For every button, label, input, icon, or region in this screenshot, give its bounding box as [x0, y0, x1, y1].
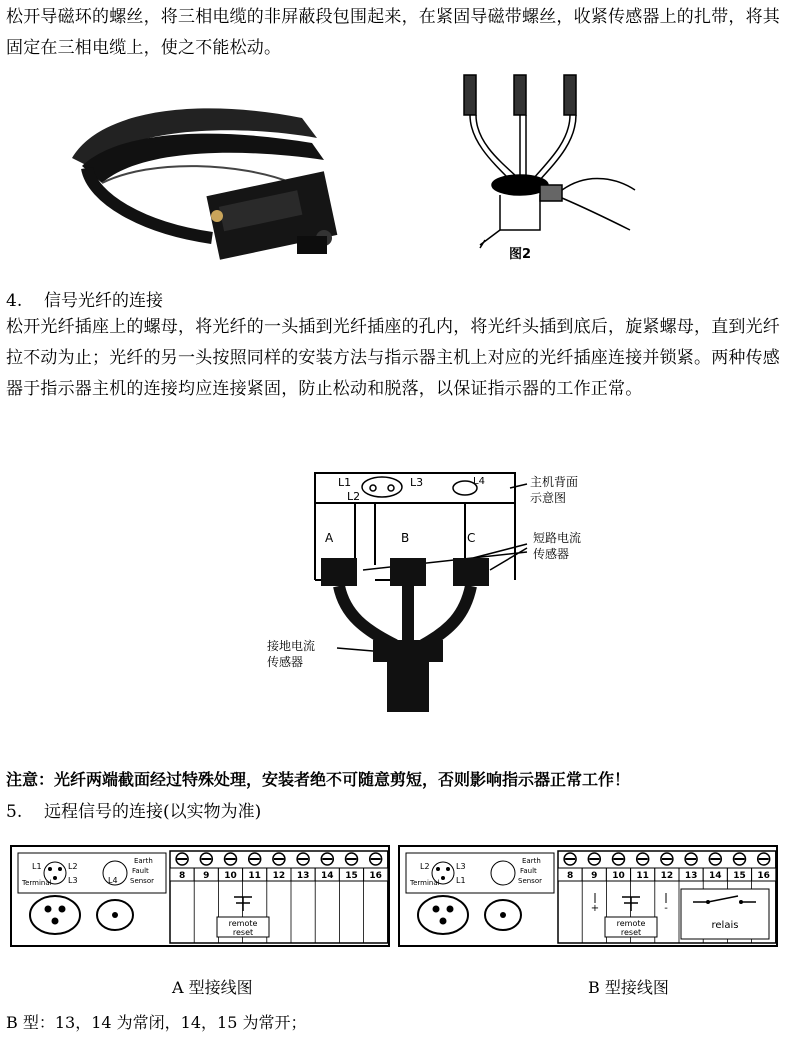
b-type-description: B 型：13，14 为常闭，14，15 为常开；: [6, 1013, 307, 1032]
a-label-l3: L3: [68, 876, 78, 885]
sensor-a: [321, 558, 357, 586]
b-terminal-number: 8: [566, 871, 574, 881]
b-reset-label: reset: [620, 928, 642, 937]
a-label-terminal: Terminal: [22, 879, 52, 887]
section4-title: 信号光纤的连接: [44, 291, 163, 311]
b-minus-sign: -: [664, 903, 668, 914]
b-terminal-screw-icon: [758, 853, 770, 865]
a-terminal-screw-icon: [200, 853, 212, 865]
b-label-terminal: Terminal: [410, 879, 440, 887]
a-terminal-screw-icon: [249, 853, 261, 865]
sensor-photo: [62, 88, 352, 268]
a-terminal-number: 8: [178, 871, 186, 881]
a-label-fault: Fault: [132, 867, 149, 875]
b-terminal-screw-icon: [734, 853, 746, 865]
ground-label-1: 接地电流: [267, 639, 316, 653]
a-terminal-screw-icon: [176, 853, 188, 865]
b-terminal-number: 15: [733, 871, 746, 881]
b-label-sensor: Sensor: [518, 877, 542, 885]
a-label-l2: L2: [68, 862, 78, 871]
ground-sensor: [373, 640, 443, 662]
wiring-diagram-b: [398, 845, 778, 947]
b-label-earth: Earth: [522, 857, 541, 865]
a-terminal-screw-icon: [273, 853, 285, 865]
a-terminal-number: 10: [224, 871, 237, 881]
sensor-c: [453, 558, 489, 586]
figure2-label: 图2: [508, 247, 532, 262]
b-terminal-number: 12: [660, 871, 674, 881]
caption-b: B 型接线图: [588, 978, 669, 997]
a-terminal-number: 13: [296, 871, 310, 881]
a-label-l4: L4: [108, 876, 118, 885]
short-label-2: 传感器: [533, 547, 570, 561]
port-l4: L4: [473, 476, 485, 487]
section4-heading: [6, 286, 163, 311]
a-terminal-number: 11: [248, 871, 261, 881]
b-terminal-screw-icon: [564, 853, 576, 865]
section5-number: 5.: [6, 802, 23, 822]
section5-title: 远程信号的连接(以实物为准): [44, 802, 262, 822]
b-remote-label: remote: [616, 919, 646, 928]
b-terminal-screw-icon: [661, 853, 673, 865]
cable-installation-figure: [440, 70, 650, 270]
b-label-fault: Fault: [520, 867, 537, 875]
port-l3: L3: [410, 476, 424, 489]
fiber-connection-diagram: [255, 470, 615, 715]
b-terminal-screw-icon: [588, 853, 600, 865]
b-terminal-number: 16: [757, 871, 770, 881]
b-label-l2: L2: [420, 862, 430, 871]
section5-heading: [6, 797, 261, 822]
a-terminal-screw-icon: [225, 853, 237, 865]
ground-label-2: 传感器: [267, 655, 304, 669]
host-label-1: 主机背面: [530, 475, 579, 489]
b-terminal-screw-icon: [685, 853, 697, 865]
b-label-l1: L1: [456, 876, 466, 885]
phase-a: A: [325, 531, 334, 545]
b-label-l3: L3: [456, 862, 466, 871]
a-terminal-number: 15: [345, 871, 358, 881]
a-terminal-screw-icon: [297, 853, 309, 865]
short-label-1: 短路电流: [533, 531, 582, 545]
sensor-b: [390, 558, 426, 586]
a-terminal-number: 16: [369, 871, 382, 881]
a-terminal-number: 14: [321, 871, 334, 881]
phase-c: C: [467, 531, 476, 545]
b-terminal-number: 14: [709, 871, 722, 881]
a-terminal-screw-icon: [370, 853, 382, 865]
host-label-2: 示意图: [530, 491, 567, 505]
port-l1: L1: [338, 476, 352, 489]
b-relais-box: [681, 889, 769, 939]
b-terminal-screw-icon: [709, 853, 721, 865]
b-terminal-screw-icon: [637, 853, 649, 865]
a-terminal-number: 12: [272, 871, 286, 881]
a-label-earth: Earth: [134, 857, 153, 865]
intro-paragraph: 松开导磁环的螺丝，将三相电缆的非屏蔽段包围起来，在紧固导磁带螺丝，收紧传感器上的扎带，将其固定在三相电缆上，使之不能松动。: [6, 7, 780, 58]
a-label-sensor: Sensor: [130, 877, 154, 885]
a-terminal-number: 9: [203, 871, 210, 881]
b-terminal-number: 11: [636, 871, 649, 881]
a-terminal-screw-icon: [346, 853, 358, 865]
a-label-l1: L1: [32, 862, 42, 871]
section4-number: 4.: [6, 291, 23, 311]
b-terminal-number: 9: [591, 871, 598, 881]
b-terminal-screw-icon: [613, 853, 625, 865]
wiring-diagram-a: [10, 845, 390, 947]
section4-paragraph: 松开光纤插座上的螺母，将光纤的一头插到光纤插座的孔内，将光纤头插到底后，旋紧螺母，直到光纤拉不动为止；光纤的另一头按照同样的安装方法与指示器主机上对应的光纤插座连接并锁紧。两种传感器于指示器主机的连接均应连接紧固，防止松动和脱落，以保证指示器的工作正常。: [6, 317, 780, 399]
warning-note: 注意：光纤两端截面经过特殊处理，安装者绝不可随意剪短，否则影响指示器正常工作！: [6, 770, 631, 789]
phase-b: B: [401, 531, 410, 545]
b-terminal-number: 10: [612, 871, 625, 881]
a-remote-label: remote: [228, 919, 258, 928]
b-relais-label: relais: [711, 920, 739, 931]
a-terminal-screw-icon: [321, 853, 333, 865]
a-reset-label: reset: [232, 928, 254, 937]
caption-a: A 型接线图: [172, 978, 253, 997]
b-terminal-number: 13: [684, 871, 698, 881]
port-l2: L2: [347, 490, 361, 503]
b-plus-sign: +: [590, 903, 600, 914]
